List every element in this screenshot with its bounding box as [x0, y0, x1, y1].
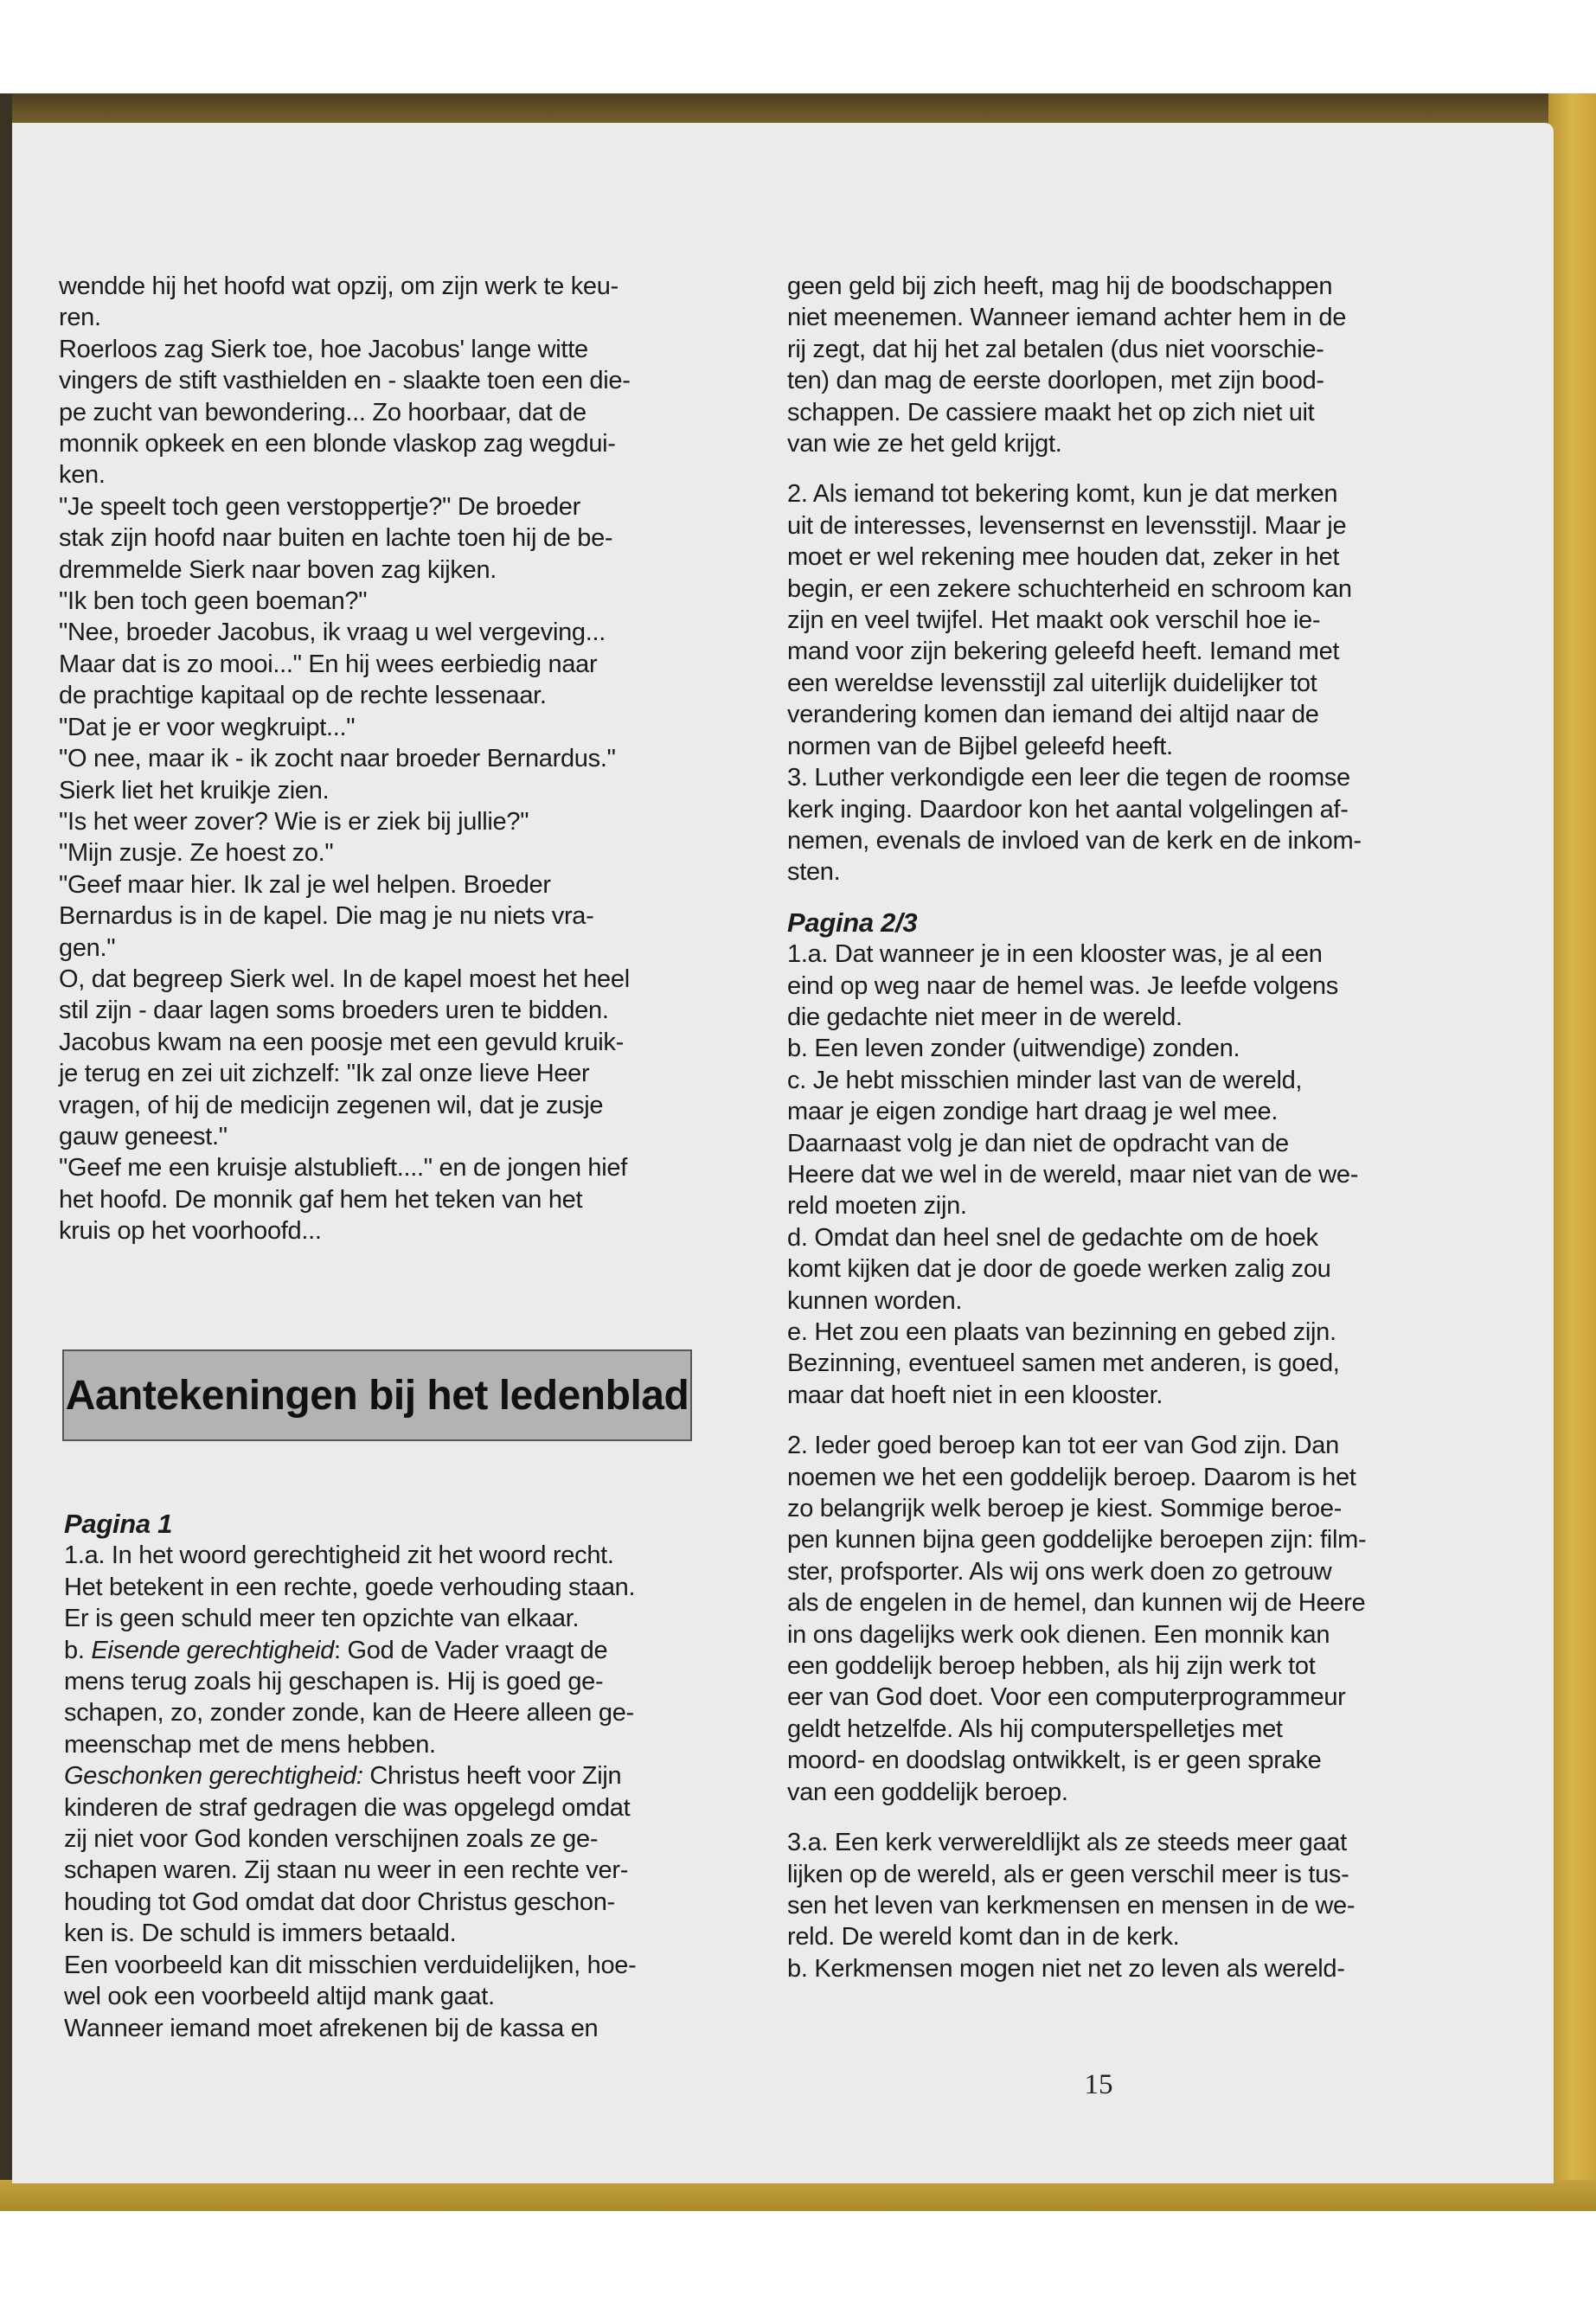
note-line: eer van God doet. Voor een computerprogrammeur	[787, 1683, 1346, 1712]
note-line: pen kunnen bijna geen goddelijke beroepen zijn: film-	[787, 1526, 1367, 1554]
note-line: 3.a. Een kerk verwereldlijkt als ze steeds meer gaat	[787, 1829, 1347, 1857]
story-line: het hoofd. De monnik gaf hem het teken van het	[59, 1185, 583, 1214]
note-line: lijken op de wereld, als er geen verschil meer is tus-	[787, 1860, 1349, 1888]
note-line: ten) dan mag de eerste doorlopen, met zijn bood-	[787, 367, 1324, 395]
note-line: ken is. De schuld is immers betaald.	[64, 1920, 457, 1948]
story-line: de prachtige kapitaal op de rechte lessenaar.	[59, 682, 547, 710]
note-line: van een goddelijk beroep.	[787, 1778, 1068, 1806]
story-line: "Je speelt toch geen verstoppertje?" De broeder	[59, 492, 580, 521]
note-line: maar je eigen zondige hart draag je wel mee.	[787, 1098, 1279, 1126]
story-line: wendde hij het hoofd wat opzij, om zijn werk te keu-	[59, 272, 619, 300]
story-line: Jacobus kwam na een poosje met een gevuld kruik-	[59, 1028, 624, 1056]
note-line: een wereldse levensstijl zal uiterlijk duidelijker tot	[787, 669, 1317, 697]
note-line	[64, 1635, 721, 1666]
story-line: dremmelde Sierk naar boven zag kijken.	[59, 555, 497, 584]
note-term-eisende: Eisende gerechtigheid	[91, 1636, 335, 1664]
story-line: Sierk liet het kruikje zien.	[59, 776, 330, 804]
story-line: O, dat begreep Sierk wel. In de kapel moest het heel	[59, 965, 630, 993]
note-line: verandering komen dan iemand dei altijd naar de	[787, 701, 1319, 729]
note-line: uit de interesses, levensernst en levensstijl. Maar je	[787, 511, 1347, 540]
note-line: van wie ze het geld krijgt.	[787, 430, 1062, 458]
note-line: e. Het zou een plaats van bezinning en gebed zijn.	[787, 1318, 1336, 1346]
note-line: reld moeten zijn.	[787, 1192, 967, 1221]
story-line: "Geef me een kruisje alstublieft...." en de jongen hief	[59, 1154, 627, 1183]
note-line: geen geld bij zich heeft, mag hij de boodschappen	[787, 272, 1333, 300]
note-line: moord- en doodslag ontwikkelt, is er geen sprake	[787, 1747, 1322, 1775]
note-line: Een voorbeeld kan dit misschien verduidelijken, hoe-	[64, 1951, 637, 1979]
binder-spine	[1548, 93, 1596, 2206]
note-line: rij zegt, dat hij het zal betalen (dus niet voorschie-	[787, 335, 1324, 363]
notes-left-column	[64, 1509, 721, 2044]
note-line: b. Een leven zonder (uitwendige) zonden.	[787, 1035, 1240, 1063]
story-line: kruis op het voorhoofd...	[59, 1217, 322, 1246]
story-line: gauw geneest."	[59, 1122, 228, 1150]
note-line: d. Omdat dan heel snel de gedachte om de hoek	[787, 1223, 1318, 1252]
notes-right-column	[787, 271, 1414, 1984]
note-line	[64, 1760, 721, 1791]
story-line: "Ik ben toch geen boeman?"	[59, 587, 368, 616]
note-line: normen van de Bijbel geleefd heeft.	[787, 732, 1173, 760]
note-line: zijn en veel twijfel. Het maakt ook verschil hoe ie-	[787, 606, 1321, 635]
note-line: b. Kerkmensen mogen niet net zo leven als wereld-	[787, 1954, 1345, 1983]
note-line: in ons dagelijks werk ook dienen. Een monnik kan	[787, 1620, 1330, 1649]
story-line: je terug en zei uit zichzelf: "Ik zal onze lieve Heer	[59, 1060, 590, 1088]
note-line: als de engelen in de hemel, dan kunnen wij de Heere	[787, 1589, 1366, 1618]
note-line: begin, er een zekere schuchterheid en schroom kan	[787, 574, 1352, 603]
note-line: Bezinning, eventueel samen met anderen, is goed,	[787, 1349, 1340, 1378]
note-line: niet meenemen. Wanneer iemand achter hem in de	[787, 304, 1347, 332]
note-line: wel ook een voorbeeld altijd mank gaat.	[64, 1983, 495, 2011]
story-line: monnik opkeek en een blonde vlaskop zag wegdui-	[59, 430, 616, 458]
story-line: vragen, of hij de medicijn zegenen wil, dat je zusje	[59, 1091, 604, 1119]
note-line: sten.	[787, 858, 841, 887]
binder-bottom-edge	[0, 2180, 1596, 2211]
note-line: kerk inging. Daardoor kon het aantal volgelingen af-	[787, 795, 1349, 824]
note-term-geschonken: Geschonken gerechtigheid:	[64, 1762, 363, 1791]
note-line: zij niet voor God konden verschijnen zoals ze ge-	[64, 1825, 599, 1854]
note-line: schapen, zo, zonder zonde, kan de Heere alleen ge-	[64, 1699, 634, 1727]
note-line: schapen waren. Zij staan nu weer in een rechte ver-	[64, 1856, 629, 1885]
story-line: stil zijn - daar lagen soms broeders uren te bidden.	[59, 997, 609, 1025]
story-line: vingers de stift vasthielden en - slaakte toen een die-	[59, 367, 631, 395]
note-line: mand voor zijn bekering geleefd heeft. Iemand met	[787, 638, 1340, 666]
note-line: Wanneer iemand moet afrekenen bij de kassa en	[64, 2014, 599, 2042]
story-line: "O nee, maar ik - ik zocht naar broeder Bernardus."	[59, 745, 616, 773]
note-line: kinderen de straf gedragen die was opgelegd omdat	[64, 1793, 631, 1822]
note-line: Daarnaast volg je dan niet de opdracht van de	[787, 1129, 1289, 1157]
note-line: eind op weg naar de hemel was. Je leefde volgens	[787, 971, 1338, 1000]
story-line: Maar dat is zo mooi..." En hij wees eerbiedig naar	[59, 650, 598, 678]
note-line: kunnen worden.	[787, 1286, 963, 1315]
section-heading: Aantekeningen bij het ledenblad	[65, 1372, 689, 1419]
note-line: 1.a. Dat wanneer je in een klooster was, je al een	[787, 940, 1323, 969]
story-line: Bernardus is in de kapel. Die mag je nu niets vra-	[59, 902, 594, 931]
story-line: gen."	[59, 933, 116, 962]
story-column	[59, 271, 716, 1247]
note-line: die gedachte niet meer in de wereld.	[787, 1003, 1183, 1031]
note-c-rest: Christus heeft voor Zijn	[362, 1762, 622, 1791]
note-line: Het betekent in een rechte, goede verhouding staan.	[64, 1573, 636, 1601]
note-line: een goddelijk beroep hebben, als hij zijn werk tot	[787, 1652, 1316, 1681]
note-line: Heere dat we wel in de wereld, maar niet van de we-	[787, 1160, 1359, 1189]
story-line: ken.	[59, 461, 106, 490]
note-line: 3. Luther verkondigde een leer die tegen de roomse	[787, 764, 1350, 792]
note-line: sen het leven van kerkmensen en mensen in de we-	[787, 1891, 1356, 1920]
story-line: "Dat je er voor wegkruipt..."	[59, 713, 356, 741]
note-line: 2. Ieder goed beroep kan tot eer van God zijn. Dan	[787, 1432, 1339, 1460]
story-line: "Is het weer zover? Wie is er ziek bij jullie?"	[59, 807, 529, 836]
note-line: c. Je hebt misschien minder last van de wereld,	[787, 1066, 1303, 1094]
note-line: zo belangrijk welk beroep je kiest. Sommige beroe-	[787, 1495, 1343, 1523]
page-number: 15	[1084, 2069, 1113, 2100]
binder-left-edge	[0, 93, 12, 2204]
note-line: meenschap met de mens hebben.	[64, 1730, 436, 1759]
story-line: "Geef maar hier. Ik zal je wel helpen. Broeder	[59, 870, 551, 899]
note-line: reld. De wereld komt dan in de kerk.	[787, 1923, 1180, 1952]
story-line: Roerloos zag Sierk toe, hoe Jacobus' lange witte	[59, 335, 588, 363]
note-b-prefix: b.	[64, 1636, 92, 1664]
note-line: nemen, evenals de invloed van de kerk en de inkom-	[787, 826, 1362, 855]
note-line: maar dat hoeft niet in een klooster.	[787, 1381, 1163, 1409]
note-line: Er is geen schuld meer ten opzichte van elkaar.	[64, 1605, 580, 1633]
note-line: ster, profsporter. Als wij ons werk doen zo getrouw	[787, 1557, 1332, 1586]
story-line: stak zijn hoofd naar buiten en lachte toen hij de be-	[59, 524, 613, 553]
note-line: houding tot God omdat dat door Christus geschon-	[64, 1888, 615, 1916]
story-line: "Mijn zusje. Ze hoest zo."	[59, 839, 334, 868]
story-line: pe zucht van bewondering... Zo hoorbaar, dat de	[59, 398, 586, 426]
story-line: "Nee, broeder Jacobus, ik vraag u wel vergeving...	[59, 619, 606, 647]
note-line: noemen we het een goddelijk beroep. Daarom is het	[787, 1463, 1356, 1491]
story-line: ren.	[59, 304, 101, 332]
note-line: komt kijken dat je door de goede werken zalig zou	[787, 1255, 1331, 1284]
note-line: geldt hetzelfde. Als hij computerspelletjes met	[787, 1715, 1283, 1743]
note-line: moet er wel rekening mee houden dat, zeker in het	[787, 543, 1340, 572]
section-heading-box	[62, 1349, 692, 1441]
note-line: 1.a. In het woord gerechtigheid zit het woord recht.	[64, 1541, 614, 1570]
note-b-rest: : God de Vader vraagt de	[334, 1636, 608, 1664]
note-line: 2. Als iemand tot bekering komt, kun je dat merken	[787, 480, 1338, 509]
note-line: mens terug zoals hij geschapen is. Hij is goed ge-	[64, 1668, 604, 1696]
notes-subtitle-pagina-1: Pagina 1	[64, 1509, 173, 1539]
note-line: schappen. De cassiere maakt het op zich niet uit	[787, 398, 1315, 426]
notes-subtitle-pagina-2-3: Pagina 2/3	[787, 907, 918, 938]
